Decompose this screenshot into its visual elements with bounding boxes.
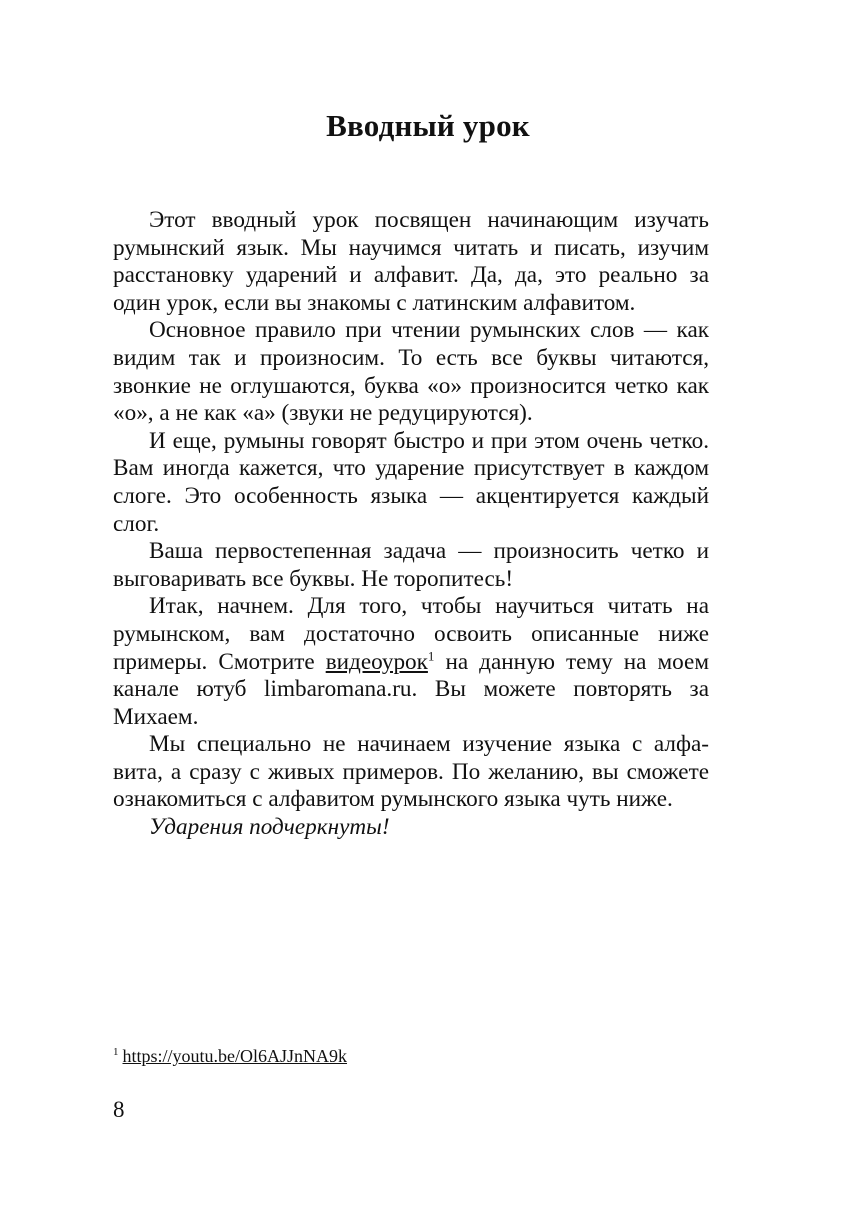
- page-number: 8: [113, 1097, 125, 1122]
- footnote-url-link[interactable]: https://youtu.be/Ol6AJJnNA9k: [122, 1046, 348, 1066]
- page-title: Вводный урок: [326, 108, 530, 143]
- paragraph-task: Ваша первостепенная задача — произносить четко и выговаривать все буквы. Не торопитесь!: [113, 538, 709, 592]
- footnote: [113, 1044, 347, 1068]
- paragraph-alphabet: Мы специально не начинаем изучение языка с алфавита, а сразу с живых примеров. По желанию, вы сможете ознакомиться с алфавитом румынского языка чуть ниже.: [113, 731, 709, 813]
- paragraph-main-rule: Основное правило при чтении румынских слов — как видим так и произносим. То есть все буквы читаются, звонкие не оглушаются, буква «о» произносится четко как «о», а не как «а» (звуки не редуцируются).: [113, 317, 709, 427]
- main-text: [113, 207, 709, 842]
- paragraph-intro: Этот вводный урок посвящен начинающим изучать румынский язык. Мы научимся читать и писать, изучим расстановку ударений и алфавит. Да, да, это реально за один урок, если вы знакомы с латинским алфавитом.: [113, 207, 709, 316]
- video-lesson-link[interactable]: видеоурок: [325, 648, 428, 675]
- footnote-mark: 1: [113, 1046, 119, 1058]
- paragraph-stress-note: Ударения подчеркнуты!: [149, 814, 390, 841]
- paragraph-video-text-after: на данную тему на моем канале ютуб limbaromana.ru. Вы можете повторять за Михаем.: [113, 648, 709, 730]
- footnote-reference[interactable]: 1: [427, 647, 435, 663]
- paragraph-speech-speed: И еще, румыны говорят быстро и при этом очень четко. Вам иногда кажется, что ударение присутствует в каждом слоге. Это особенность языка — акцентируется каждый слог.: [113, 427, 709, 537]
- paragraph-video-lesson: [113, 593, 709, 731]
- paragraph-video-text-before: Итак, начнем. Для того, чтобы научиться читать на румынском, вам достаточно освоить описанные ниже примеры. Смотрите: [113, 593, 709, 675]
